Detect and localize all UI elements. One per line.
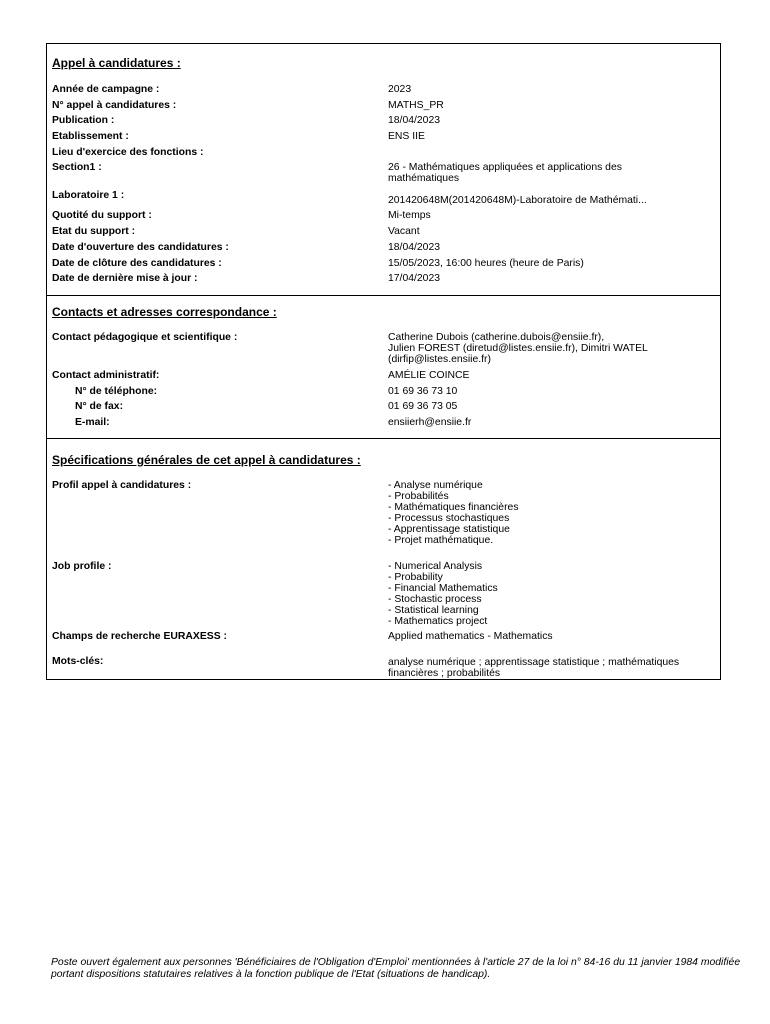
label-section1: Section1 : bbox=[52, 162, 102, 173]
value-quotite: Mi-temps bbox=[388, 210, 431, 221]
label-publication: Publication : bbox=[52, 115, 115, 126]
job-profile-list-item: - Stochastic process bbox=[388, 594, 482, 605]
label-job-profile: Job profile : bbox=[52, 561, 112, 572]
job-profile-list-item: - Statistical learning bbox=[388, 605, 479, 616]
label-fax: N° de fax: bbox=[75, 401, 124, 412]
value-numero-appel: MATHS_PR bbox=[388, 100, 444, 111]
section-heading-contacts: Contacts et adresses correspondance : bbox=[52, 305, 277, 319]
value-annee-campagne: 2023 bbox=[388, 84, 412, 95]
value-date-maj: 17/04/2023 bbox=[388, 273, 441, 284]
label-email: E-mail: bbox=[75, 417, 110, 428]
contact-pedagogique-line: (dirfip@listes.ensiie.fr) bbox=[388, 354, 491, 365]
label-date-maj: Date de dernière mise à jour : bbox=[52, 273, 198, 284]
value-euraxess: Applied mathematics - Mathematics bbox=[388, 631, 553, 642]
value-fax: 01 69 36 73 05 bbox=[388, 401, 458, 412]
profil-list-item: - Mathématiques financières bbox=[388, 502, 519, 513]
contact-pedagogique-line: Catherine Dubois (catherine.dubois@ensiie.fr), bbox=[388, 332, 605, 343]
label-telephone: N° de téléphone: bbox=[75, 386, 158, 397]
value-contact-administratif: AMÉLIE COINCE bbox=[388, 370, 470, 381]
label-contact-pedagogique: Contact pédagogique et scientifique : bbox=[52, 332, 238, 343]
label-etablissement: Etablissement : bbox=[52, 131, 129, 142]
profil-list-item: - Processus stochastiques bbox=[388, 513, 510, 524]
value-telephone: 01 69 36 73 10 bbox=[388, 386, 458, 397]
label-annee-campagne: Année de campagne : bbox=[52, 84, 160, 95]
profil-list-item: - Probabilités bbox=[388, 491, 449, 502]
value-mots-cles bbox=[388, 657, 718, 679]
label-contact-administratif: Contact administratif: bbox=[52, 370, 160, 381]
label-mots-cles: Mots-clés: bbox=[52, 656, 104, 667]
footer-note: Poste ouvert également aux personnes 'Bénéficiaires de l'Obligation d'Emploi' mentionnées à l'article 27 de la loi n° 84-16 du 11 janvier 1984 modifiée portant dispositions statutaires relatives à la fonction publique de l'Etat (situations de handicap). bbox=[51, 957, 741, 980]
label-numero-appel: N° appel à candidatures : bbox=[52, 100, 177, 111]
mots-cles-line: financières ; probabilités bbox=[388, 668, 501, 679]
profil-list-item: - Apprentissage statistique bbox=[388, 524, 510, 535]
profil-list-item: - Analyse numérique bbox=[388, 480, 483, 491]
value-date-ouverture: 18/04/2023 bbox=[388, 242, 441, 253]
value-email: ensiierh@ensiie.fr bbox=[388, 417, 472, 428]
document-frame bbox=[46, 43, 721, 680]
job-profile-list-item: - Financial Mathematics bbox=[388, 583, 498, 594]
job-profile-list-item: - Mathematics project bbox=[388, 616, 488, 627]
job-profile-list-item: - Probability bbox=[388, 572, 443, 583]
value-etat-support: Vacant bbox=[388, 226, 420, 237]
value-job-profile bbox=[388, 561, 718, 627]
label-date-ouverture: Date d'ouverture des candidatures : bbox=[52, 242, 229, 253]
label-date-cloture: Date de clôture des candidatures : bbox=[52, 258, 222, 269]
label-profil: Profil appel à candidatures : bbox=[52, 480, 192, 491]
label-laboratoire: Laboratoire 1 : bbox=[52, 190, 125, 201]
label-lieu-exercice: Lieu d'exercice des fonctions : bbox=[52, 147, 204, 158]
section-heading-specifications: Spécifications générales de cet appel à candidatures : bbox=[52, 453, 361, 467]
value-section1: 26 - Mathématiques appliquées et applications des mathématiques bbox=[388, 162, 622, 184]
value-profil bbox=[388, 480, 718, 546]
profil-list-item: - Projet mathématique. bbox=[388, 535, 494, 546]
value-etablissement: ENS IIE bbox=[388, 131, 425, 142]
value-publication: 18/04/2023 bbox=[388, 115, 441, 126]
label-etat-support: Etat du support : bbox=[52, 226, 136, 237]
mots-cles-line: analyse numérique ; apprentissage statistique ; mathématiques bbox=[388, 657, 680, 668]
section-divider bbox=[47, 295, 720, 296]
value-laboratoire: 201420648M(201420648M)-Laboratoire de Mathémati... bbox=[388, 195, 647, 206]
label-euraxess: Champs de recherche EURAXESS : bbox=[52, 631, 227, 642]
value-contact-pedagogique bbox=[388, 332, 718, 365]
section-divider bbox=[47, 438, 720, 439]
job-profile-list-item: - Numerical Analysis bbox=[388, 561, 483, 572]
section-heading-appel: Appel à candidatures : bbox=[52, 56, 181, 70]
contact-pedagogique-line: Julien FOREST (diretud@listes.ensiie.fr), Dimitri WATEL bbox=[388, 343, 648, 354]
label-quotite: Quotité du support : bbox=[52, 210, 152, 221]
value-date-cloture: 15/05/2023, 16:00 heures (heure de Paris) bbox=[388, 258, 584, 269]
